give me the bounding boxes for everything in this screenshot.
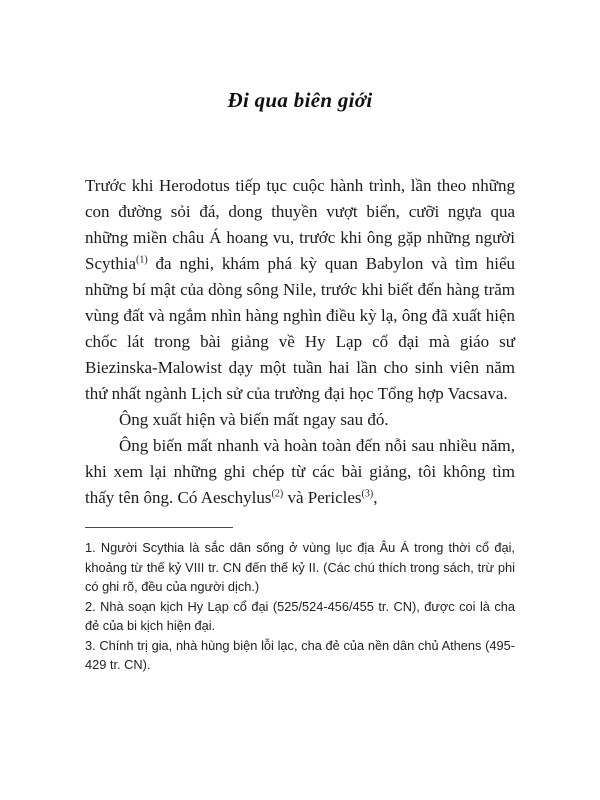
footnote: 2. Nhà soạn kịch Hy Lạp cổ đại (525/524-456/455 tr. CN), được coi là cha đẻ của bi kịch hiện đại. <box>85 598 515 633</box>
chapter-title: Đi qua biên giới <box>227 88 373 112</box>
paragraph: Trước khi Herodotus tiếp tục cuộc hành trình, lần theo những con đường sỏi đá, dong thuyền vượt biển, cưỡi ngựa qua những miền châu Á hoang vu, trước khi ông gặp những người Scythia$^{(1)}$ đa nghi, khám phá kỳ quan Babylon và tìm hiểu những bí mật của dòng sông Nile, trước khi biết đến hàng trăm vùng đất và ngắm nhìn hàng nghìn điều kỳ lạ, ông đã xuất hiện chốc lát trong bài giảng về Hy Lạp cổ đại mà giáo sư Biezinska-Malowist dạy một tuần hai lần cho sinh viên năm thứ nhất ngành Lịch sử của trường đại học Tổng hợp Vacsava. <box>85 176 515 403</box>
footnote-reference: (2) <box>271 488 284 500</box>
paragraph: Ông biến mất nhanh và hoàn toàn đến nỗi sau nhiều năm, khi xem lại những ghi chép từ các bài giảng, tôi không tìm thấy tên ông. Có Aeschylus$^{(2)}$ và Pericles$^{(3)}$, <box>85 436 515 507</box>
footnote-reference: (3) <box>361 488 374 500</box>
footnote: 3. Chính trị gia, nhà hùng biện lỗi lạc, cha đẻ của nền dân chủ Athens (495-429 tr. CN). <box>85 637 515 672</box>
footnote-divider <box>85 527 233 528</box>
footnote: 1. Người Scythia là sắc dân sống ở vùng lục địa Âu Á trong thời cổ đại, khoảng từ thế kỷ VIII tr. CN đến thế kỷ II. (Các chú thích trong sách, trừ phi có ghi rõ, đều của người dịch.) <box>85 540 515 594</box>
footnotes <box>85 538 515 675</box>
footnote-reference: (1) <box>136 254 148 266</box>
body-text <box>85 173 515 511</box>
paragraph: Ông xuất hiện và biến mất ngay sau đó. <box>119 410 389 429</box>
